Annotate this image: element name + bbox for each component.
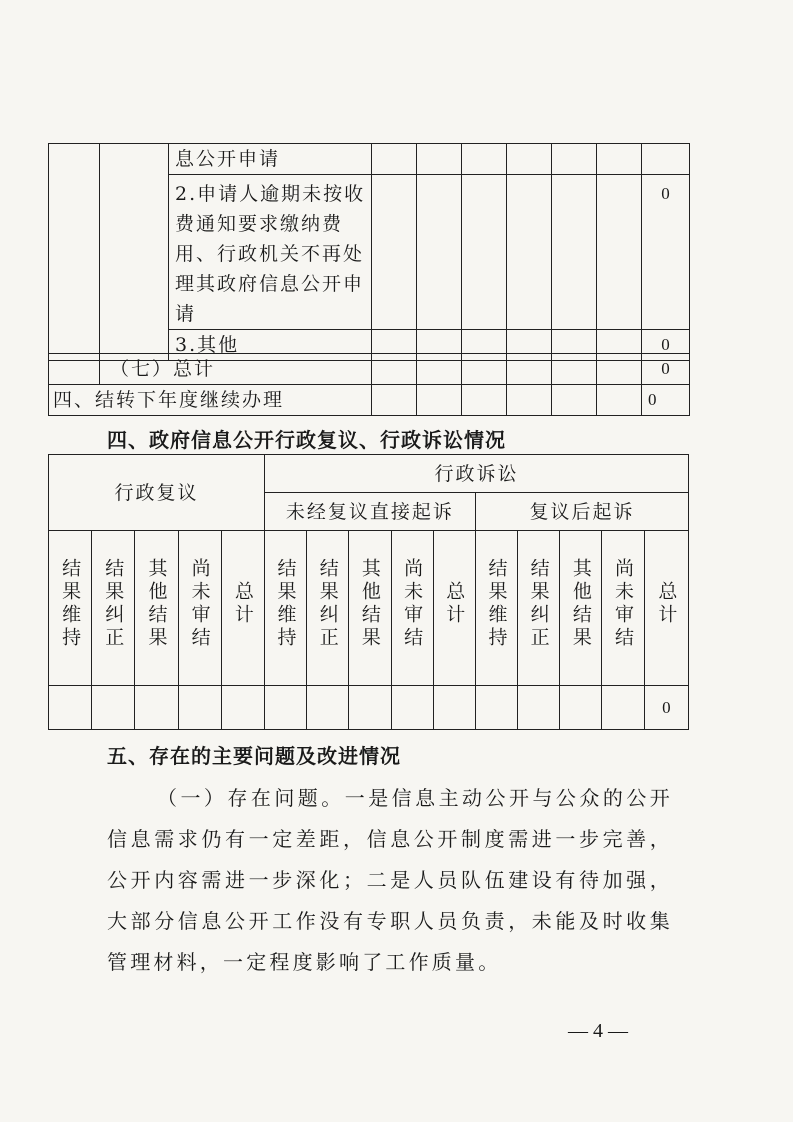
col-direct-other: 其他结果 (349, 531, 391, 686)
total-row-table (48, 353, 690, 416)
col-after-correct: 结果纠正 (518, 531, 560, 686)
col-after-maintain: 结果维持 (475, 531, 517, 686)
col-direct-maintain: 结果维持 (264, 531, 306, 686)
problems-paragraph: （一）存在问题。一是信息主动公开与公众的公开信息需求仍有一定差距，信息公开制度需进一步完善，公开内容需进一步深化；二是人员队伍建设有待加强，大部分信息公开工作没有专职人员负责，未能及时收集管理材料，一定程度影响了工作质量。 (107, 786, 673, 974)
item3-value: 0 (642, 330, 690, 361)
litigation-header: 行政诉讼 (264, 455, 688, 493)
litigation-total-value: 0 (644, 686, 688, 730)
col-review-correct: 结果纠正 (92, 531, 135, 686)
review-header: 行政复议 (49, 455, 265, 531)
after-review-header: 复议后起诉 (475, 493, 688, 531)
col-review-total: 总计 (221, 531, 264, 686)
col-direct-correct: 结果纠正 (307, 531, 349, 686)
col-after-total: 总计 (644, 531, 688, 686)
section5-title: 五、存在的主要问题及改进情况 (107, 744, 401, 768)
col-review-maintain: 结果维持 (49, 531, 92, 686)
item2-value: 0 (642, 175, 690, 330)
review-litigation-table (48, 454, 689, 730)
category-cell (49, 144, 100, 361)
item2-label: 2.申请人逾期未按收费通知要求缴纳费用、行政机关不再处理其政府信息公开申请 (169, 175, 372, 330)
col-review-pending: 尚未审结 (178, 531, 221, 686)
row-continue-label: 息公开申请 (169, 144, 372, 175)
col-after-other: 其他结果 (560, 531, 602, 686)
col-direct-pending: 尚未审结 (391, 531, 433, 686)
carry-over-value: 0 (642, 385, 690, 416)
item3-label: 3.其他 (169, 330, 372, 361)
disclosure-stats-table (48, 143, 690, 361)
carry-over-label: 四、结转下年度继续办理 (49, 385, 372, 416)
direct-suit-header: 未经复议直接起诉 (264, 493, 475, 531)
section4-title: 四、政府信息公开行政复议、行政诉讼情况 (107, 428, 506, 452)
total-label: （七）总计 (100, 354, 372, 385)
col-after-pending: 尚未审结 (602, 531, 644, 686)
col-review-other: 其他结果 (135, 531, 178, 686)
subcategory-cell (100, 144, 169, 361)
total-value: 0 (642, 354, 690, 385)
page-number: — 4 — (568, 1020, 628, 1042)
col-direct-total: 总计 (433, 531, 475, 686)
